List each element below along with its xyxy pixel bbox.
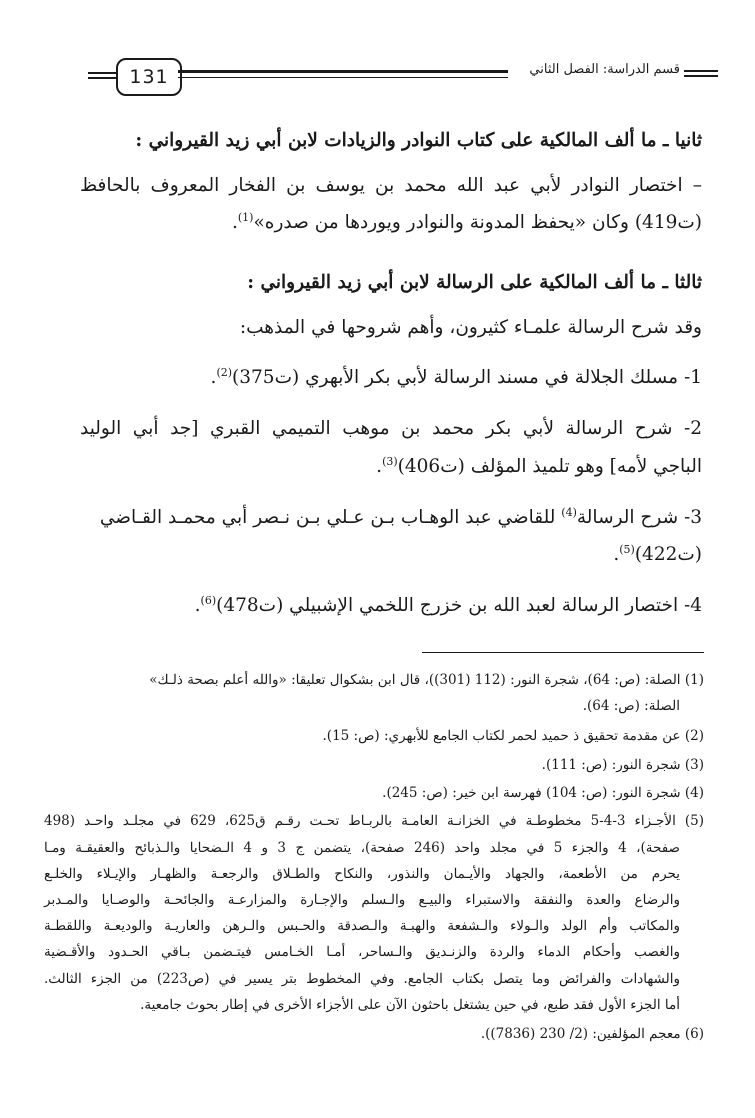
footnote-5: (5) الأجـزاء 3-4-5 مخطوطـة في الخزانـة العامـة بالربـاط تحـت رقـم ق625، 629 في مجلـد واحـد (498: [44, 813, 705, 829]
header-rule-thick: [178, 70, 508, 73]
header-rule-left-2: [88, 77, 116, 79]
list-item: 2- شرح الرسالة لأبي بكر محمد بن موهب التميمي القبري [جد أبي الوليد: [80, 418, 702, 439]
page-number: 131: [116, 58, 182, 96]
line-text: (ت422): [634, 544, 702, 566]
footnote-5-cont: يحرم من الأطعمة، والجهاد والأيـمان والنذور، والنكاح والطـلاق والرجعـة والظهـار والإيـلاء والخلـع: [44, 866, 680, 882]
footnote-ref: (2): [216, 366, 233, 379]
paragraph-line: – اختصار النوادر لأبي عبد الله محمد بن يوسف بن الفخار المعروف بالحافظ: [80, 175, 702, 196]
footnote-5-cont: والمكاتب وأم الولد والـولاء والـشفعة والهبـة والـصدقة والحـبس والـرهن والعاريـة والوديعـة واللقطـة: [44, 918, 680, 934]
header-rule-right: [684, 70, 718, 72]
paragraph-line: [80, 455, 702, 477]
footnote-5-cont: أما الجزء الأول فقد طبع، في حين يشتغل باحثون الآن على الأجزاء الأخرى في إطار بحوث جامعية.: [140, 997, 680, 1013]
footnote-divider: [422, 652, 704, 653]
line-text: (ت419) وكان «يحفظ المدونة والنوادر ويوردها من صدره»: [253, 212, 702, 234]
line-text: 1- مسلك الجلالة في مسند الرسالة لأبي بكر الأبهري (ت375): [232, 367, 702, 389]
paragraph-line: [80, 211, 702, 233]
footnote-6: (6) معجم المؤلفين: (2/ 230 (7836)).: [480, 1026, 704, 1042]
footnote-5-cont: والشهادات والفرائض وما يتصل بكتاب الجامع. وفي المخطوط بتر يسير في (ص223) من الجزء الثالث.: [44, 971, 680, 987]
footnote-3: (3) شجرة النور: (ص: 111).: [541, 757, 704, 773]
paragraph-line: [80, 543, 702, 565]
footnote-ref: (3): [382, 455, 398, 468]
footnote-4: (4) شجرة النور: (ص: 104) فهرسة ابن خير: (ص: 245).: [382, 785, 704, 801]
footnote-1: (1) الصلة: (ص: 64)، شجرة النور: (112 (301))، قال ابن بشكوال تعليقا: «والله أعلم بصحة ذلـك»: [149, 672, 704, 688]
header-rule-right-2: [684, 75, 718, 77]
footnote-ref: (6): [200, 594, 217, 607]
period: .: [210, 367, 217, 389]
header-rule-thin: [178, 77, 508, 78]
line-text: للقاضي عبد الوهـاب بـن عـلي بـن نـصر أبي محمـد القـاضي: [99, 507, 562, 529]
period: .: [194, 595, 201, 617]
line-text: 3- شرح الرسالة: [576, 507, 702, 529]
paragraph-line: وقد شرح الرسالة علمـاء كثيرون، وأهم شروحها في المذهب:: [239, 317, 702, 338]
line-text: الباجي لأمه] وهو تلميذ المؤلف (ت406): [397, 456, 702, 478]
footnote-5-cont: والرضاع والعدة والنفقة والاستبراء والبيـع والـسلم والإجـارة والمزارعـة والجائحـة والوصـايا والمـدبر: [44, 892, 680, 908]
footnote-5-cont: والغصب وأحكام الدماء والردة والزنـديق والـساحر، أمـا الخـامس فيتـضمن بـاقي الحـدود والأقـضية: [44, 944, 680, 960]
header-rule-left: [88, 72, 116, 74]
section-heading-second: ثانيا ـ ما ألف المالكية على كتاب النوادر والزيادات لابن أبي زيد القيرواني :: [135, 130, 702, 151]
period: .: [613, 544, 620, 566]
footnote-1-cont: الصلة: (ص: 64).: [582, 698, 680, 714]
footnote-ref: (4): [561, 506, 577, 519]
page-header: [88, 58, 718, 98]
list-item: [80, 506, 702, 528]
list-item: [80, 594, 702, 616]
footnote-ref: (1): [237, 211, 254, 224]
running-head: قسم الدراسة: الفصل الثاني: [529, 62, 680, 77]
footnote-5-cont: صفحة)، 4 والجزء 5 في مجلد واحد (246 صفحة)، يتضمن ج 3 و 4 الـضحايا والـذبائح والعقيقـة ومـا: [44, 840, 680, 856]
section-heading-third: ثالثا ـ ما ألف المالكية على الرسالة لابن أبي زيد القيرواني :: [247, 272, 702, 293]
list-item: [80, 366, 702, 388]
footnote-ref: (5): [619, 543, 635, 556]
period: .: [376, 456, 383, 478]
footnote-2: (2) عن مقدمة تحقيق ذ حميد لحمر لكتاب الجامع للأبهري: (ص: 15).: [322, 728, 704, 744]
line-text: 4- اختصار الرسالة لعبد الله بن خزرج اللخمي الإشبيلي (ت478): [216, 595, 702, 617]
period: .: [231, 212, 238, 234]
